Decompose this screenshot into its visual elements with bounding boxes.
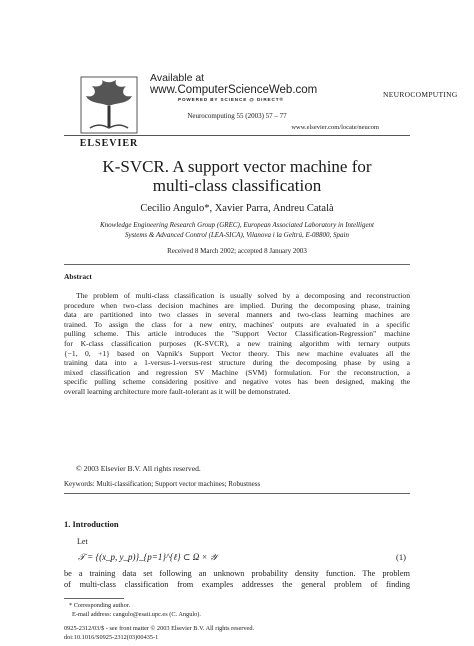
received-dates: Received 8 March 2002; accepted 8 January 2003	[167, 247, 307, 255]
footnote-issn: 0925-2312/03/$ - see front matter © 2003 Elsevier B.V. All rights reserved.	[64, 625, 255, 632]
intro-line: of multi-class classification from examples addresses the general problem of finding	[64, 580, 410, 589]
journal-citation: Neurocomputing 55 (2003) 57 – 77	[187, 112, 287, 120]
intro-paragraph	[64, 568, 410, 590]
footnote-divider	[64, 598, 124, 599]
abstract-body	[64, 291, 410, 397]
abstract-line: trained. To assign the class for a new entry, machines' outputs are evaluated in a specific	[64, 319, 410, 329]
abstract-line: specific pulling scheme considering positive and negative votes has been designed, making the	[64, 377, 410, 387]
article-title-line-2: multi-class classification	[152, 176, 322, 195]
journal-logo: NEUROCOMPUTING	[383, 90, 458, 99]
abstract-line: overall learning architecture more fault-tolerant as it will be demonstrated.	[64, 386, 291, 396]
abstract-line: The problem of multi-class classification is usually solved by a decomposing and reconstruction	[76, 291, 410, 300]
equation-number: (1)	[396, 552, 406, 562]
keywords-divider	[64, 493, 410, 494]
abstract-divider	[64, 264, 410, 265]
header-divider	[64, 135, 410, 136]
author-list: Cecilio Angulo*, Xavier Parra, Andreu Català	[140, 203, 334, 214]
publisher-wordmark: ELSEVIER	[79, 138, 139, 149]
computer-science-web-link[interactable]: www.ComputerScienceWeb.com	[150, 84, 318, 96]
footnote-doi[interactable]: doi:10.1016/S0925-2312(03)00435-1	[64, 634, 159, 641]
journal-url[interactable]: www.elsevier.com/locate/neucom	[291, 124, 379, 131]
abstract-heading: Abstract	[64, 272, 92, 281]
section-heading-introduction: 1. Introduction	[64, 519, 119, 529]
affiliation-line-2: Systems & Advanced Control (LEA-SICA), Vilanova i la Geltrú, E-08800, Spain	[124, 231, 350, 239]
abstract-line: for K-class classification purposes (K-SVCR), a new training algorithm with ternary outputs	[64, 338, 410, 348]
abstract-line: data are partitioned into two classes in several manners and two-class learning machines are	[64, 310, 410, 320]
abstract-line: procedure when two-class decision machines are implied. During the decomposing phase, training	[64, 300, 410, 310]
available-at-label: Available at	[150, 72, 205, 84]
abstract-line: training data into a 1-versus-1-versus-rest structure during the decomposing phase by using a	[64, 358, 410, 368]
equation-1: 𝒯 = {(x_p, y_p)}_{p=1}^{ℓ} ⊂ Ω × 𝒴	[78, 552, 217, 562]
elsevier-tree-logo	[80, 76, 138, 134]
intro-line: be a training data set following an unknown probability density function. The problem	[64, 569, 410, 578]
footnote-corresponding: * Corresponding author.	[69, 602, 131, 609]
abstract-line: mixed classification and regression SV Machine (SVM) formulation. For the reconstruction, a	[64, 367, 410, 377]
abstract-line: pulling scheme. This article introduces the "Support Vector Classification-Regression" machine	[64, 329, 410, 339]
article-title-line-1: K-SVCR. A support vector machine for	[102, 157, 372, 176]
powered-by-sciencedirect: POWERED BY SCIENCE @ DIRECT®	[178, 97, 284, 102]
footnote-email[interactable]: E-mail address: cangulo@esaii.upc.es (C. Angulo).	[72, 611, 201, 618]
affiliation-line-1: Knowledge Engineering Research Group (GREC), European Associated Laboratory in Intelligent	[100, 221, 374, 229]
abstract-line: {−1, 0, +1} based on Vapnik's Support Vector theory. This new machine evaluates all the	[64, 348, 410, 358]
abstract-copyright: © 2003 Elsevier B.V. All rights reserved.	[76, 464, 201, 473]
intro-let: Let	[77, 537, 88, 546]
keywords: Keywords: Multi-classification; Support vector machines; Robustness	[64, 480, 261, 488]
